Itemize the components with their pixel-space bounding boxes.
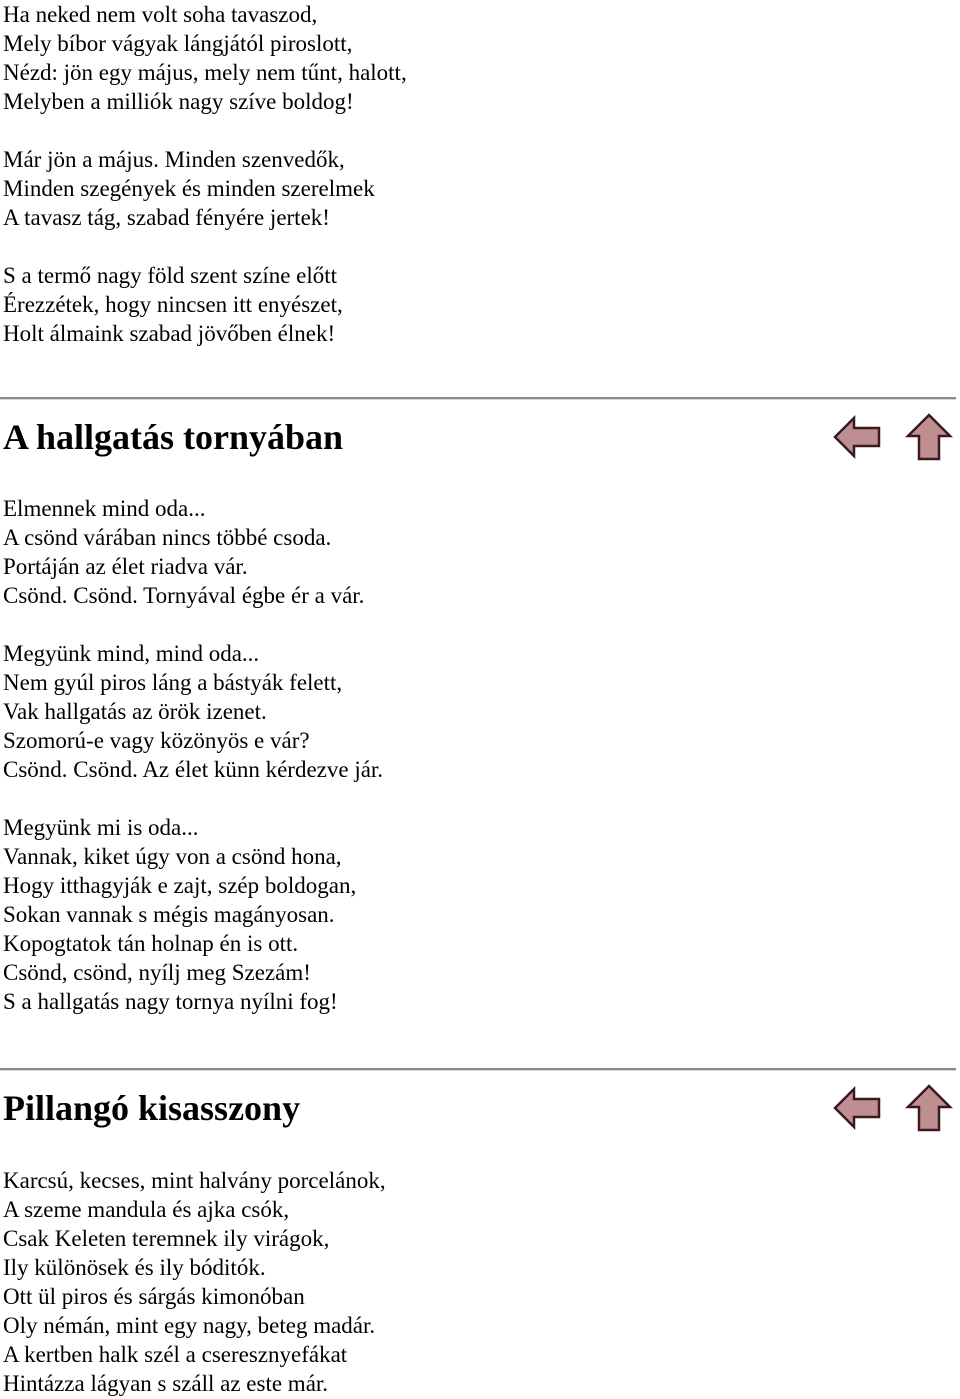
poem-line: Megyünk mi is oda... — [3, 815, 199, 840]
poem-line: Már jön a május. Minden szenvedők, — [3, 147, 345, 172]
stanza — [0, 1166, 386, 1398]
poem-line: Hogy itthagyják e zajt, szép boldogan, — [3, 873, 357, 898]
poem-line: Melyben a milliók nagy szíve boldog! — [3, 89, 354, 114]
poem-title: Pillangó kisasszony — [3, 1088, 301, 1128]
arrow-left-icon[interactable] — [832, 1083, 882, 1133]
intro-poem — [0, 0, 407, 348]
arrow-up-icon[interactable] — [904, 1083, 954, 1133]
section-divider — [0, 397, 956, 400]
poem-line: Nézd: jön egy május, mely nem tűnt, halott, — [3, 60, 407, 85]
poem-line: A csönd várában nincs többé csoda. — [3, 525, 332, 550]
poem-line: Vannak, kiket úgy von a csönd hona, — [3, 844, 342, 869]
poem-line: Ha neked nem volt soha tavaszod, — [3, 2, 318, 27]
poem-line: Hintázza lágyan s száll az este már. — [3, 1371, 329, 1396]
poem-line: Megyünk mind, mind oda... — [3, 641, 260, 666]
poem-line: Minden szegények és minden szerelmek — [3, 176, 375, 201]
stanza — [0, 261, 407, 348]
stanza — [0, 145, 407, 232]
poem-body — [0, 1166, 386, 1398]
poem-body — [0, 494, 383, 1016]
poem-line: Nem gyúl piros láng a bástyák felett, — [3, 670, 343, 695]
poem-line: Oly némán, mint egy nagy, beteg madár. — [3, 1313, 376, 1338]
poem-line: Mely bíbor vágyak lángjától piroslott, — [3, 31, 353, 56]
section-divider — [0, 1068, 956, 1071]
poem-line: S a hallgatás nagy tornya nyílni fog! — [3, 989, 338, 1014]
poem-line: Portáján az élet riadva vár. — [3, 554, 248, 579]
stanza — [0, 494, 383, 610]
poem-line: Vak hallgatás az örök izenet. — [3, 699, 267, 724]
stanza — [0, 0, 407, 116]
poem-line: Kopogtatok tán holnap én is ott. — [3, 931, 299, 956]
poem-line: Csönd, csönd, nyílj meg Szezám! — [3, 960, 311, 985]
poem-title: A hallgatás tornyában — [3, 417, 344, 457]
poem-line: Karcsú, kecses, mint halvány porcelánok, — [3, 1168, 386, 1193]
poem-line: Holt álmaink szabad jövőben élnek! — [3, 321, 336, 346]
poem-line: A kertben halk szél a cseresznyefákat — [3, 1342, 348, 1367]
poem-line: Érezzétek, hogy nincsen itt enyészet, — [3, 292, 343, 317]
poem-line: Sokan vannak s mégis magányosan. — [3, 902, 335, 927]
poem-line: S a termő nagy föld szent színe előtt — [3, 263, 338, 288]
poem-line: Csönd. Csönd. Az élet künn kérdezve jár. — [3, 757, 384, 782]
stanza — [0, 813, 383, 1016]
poem-line: Elmennek mind oda... — [3, 496, 206, 521]
stanza — [0, 639, 383, 784]
poem-line: Csak Keleten teremnek ily virágok, — [3, 1226, 330, 1251]
poem-line: A szeme mandula és ajka csók, — [3, 1197, 290, 1222]
poem-line: Ily különösek és ily bóditók. — [3, 1255, 266, 1280]
arrow-left-icon[interactable] — [832, 412, 882, 462]
poem-line: Ott ül piros és sárgás kimonóban — [3, 1284, 305, 1309]
arrow-up-icon[interactable] — [904, 412, 954, 462]
poem-line: A tavasz tág, szabad fényére jertek! — [3, 205, 330, 230]
poem-line: Szomorú-e vagy közönyös e vár? — [3, 728, 310, 753]
poem-line: Csönd. Csönd. Tornyával égbe ér a vár. — [3, 583, 365, 608]
